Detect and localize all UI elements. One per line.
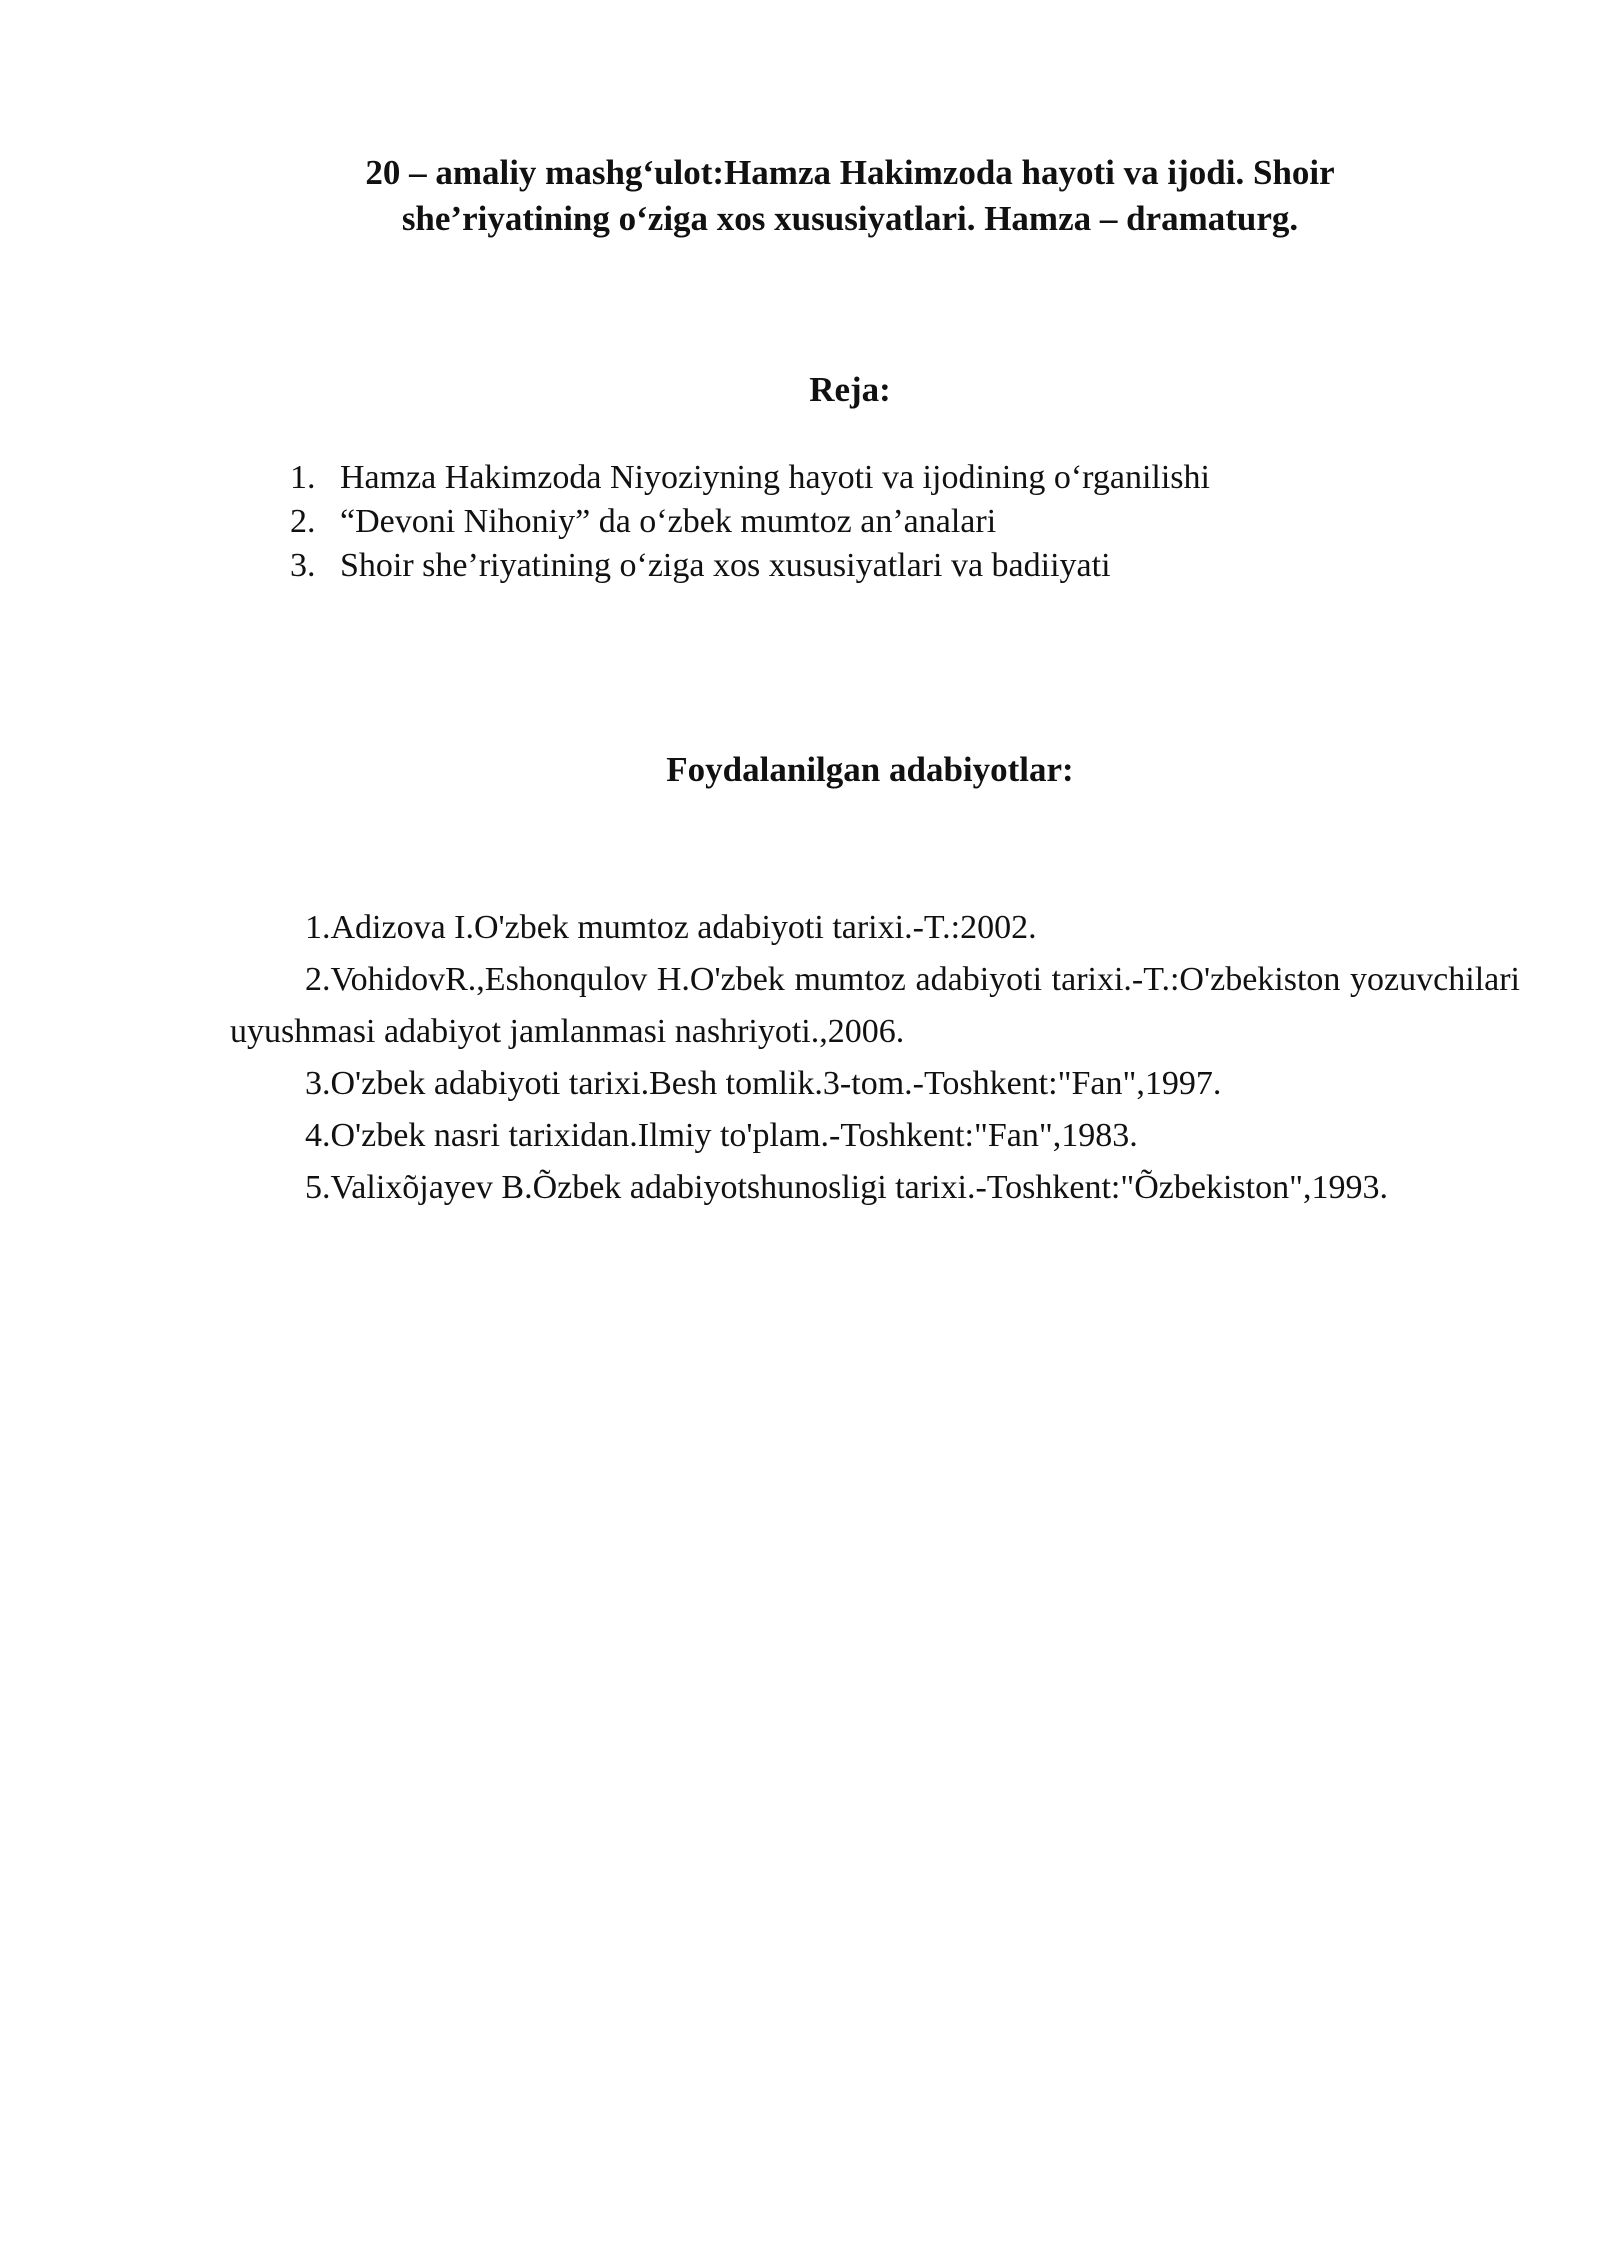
references-list bbox=[230, 902, 1520, 1214]
references-heading: Foydalanilgan adabiyotlar: bbox=[666, 750, 1074, 789]
plan-item-number: 2. bbox=[290, 503, 316, 540]
title-line-2: she’riyatining o‘ziga xos xususiyatlari. Hamza – dramaturg. bbox=[401, 199, 1299, 238]
plan-item-number: 3. bbox=[290, 547, 316, 584]
plan-list bbox=[290, 456, 1210, 588]
plan-item bbox=[290, 500, 1210, 544]
plan-heading: Reja: bbox=[809, 370, 891, 409]
plan-item-text: Shoir she’riyatining o‘ziga xos xususiyatlari va badiiyati bbox=[340, 547, 1111, 584]
plan-item bbox=[290, 456, 1210, 500]
reference-item: 3.O'zbek adabiyoti tarixi.Besh tomlik.3-tom.-Toshkent:"Fan",1997. bbox=[305, 1065, 1222, 1102]
reference-item: 5.Valixõjayev B.Õzbek adabiyotshunosligi tarixi.-Toshkent:"Õzbekiston",1993. bbox=[305, 1169, 1388, 1206]
reference-item: 4.O'zbek nasri tarixidan.Ilmiy to'plam.-Toshkent:"Fan",1983. bbox=[305, 1117, 1138, 1154]
plan-item-text: “Devoni Nihoniy” da o‘zbek mumtoz an’analari bbox=[340, 503, 997, 540]
reference-item: 1.Adizova I.O'zbek mumtoz adabiyoti tarixi.-T.:2002. bbox=[305, 909, 1037, 946]
title-line-1: 20 – amaliy mashg‘ulot:Hamza Hakimzoda hayoti va ijodi. Shoir bbox=[365, 153, 1335, 192]
reference-item: 2.VohidovR.,Eshonqulov H.O'zbek mumtoz adabiyoti tarixi.-T.:O'zbekiston yozuvchilari uyushmasi adabiyot jamlanmasi nashriyoti.,2006. bbox=[230, 961, 1520, 1050]
plan-item-text: Hamza Hakimzoda Niyoziyning hayoti va ijodining o‘rganilishi bbox=[340, 459, 1210, 496]
plan-item-number: 1. bbox=[290, 459, 316, 496]
plan-item bbox=[290, 544, 1210, 588]
page-title bbox=[230, 150, 1470, 242]
